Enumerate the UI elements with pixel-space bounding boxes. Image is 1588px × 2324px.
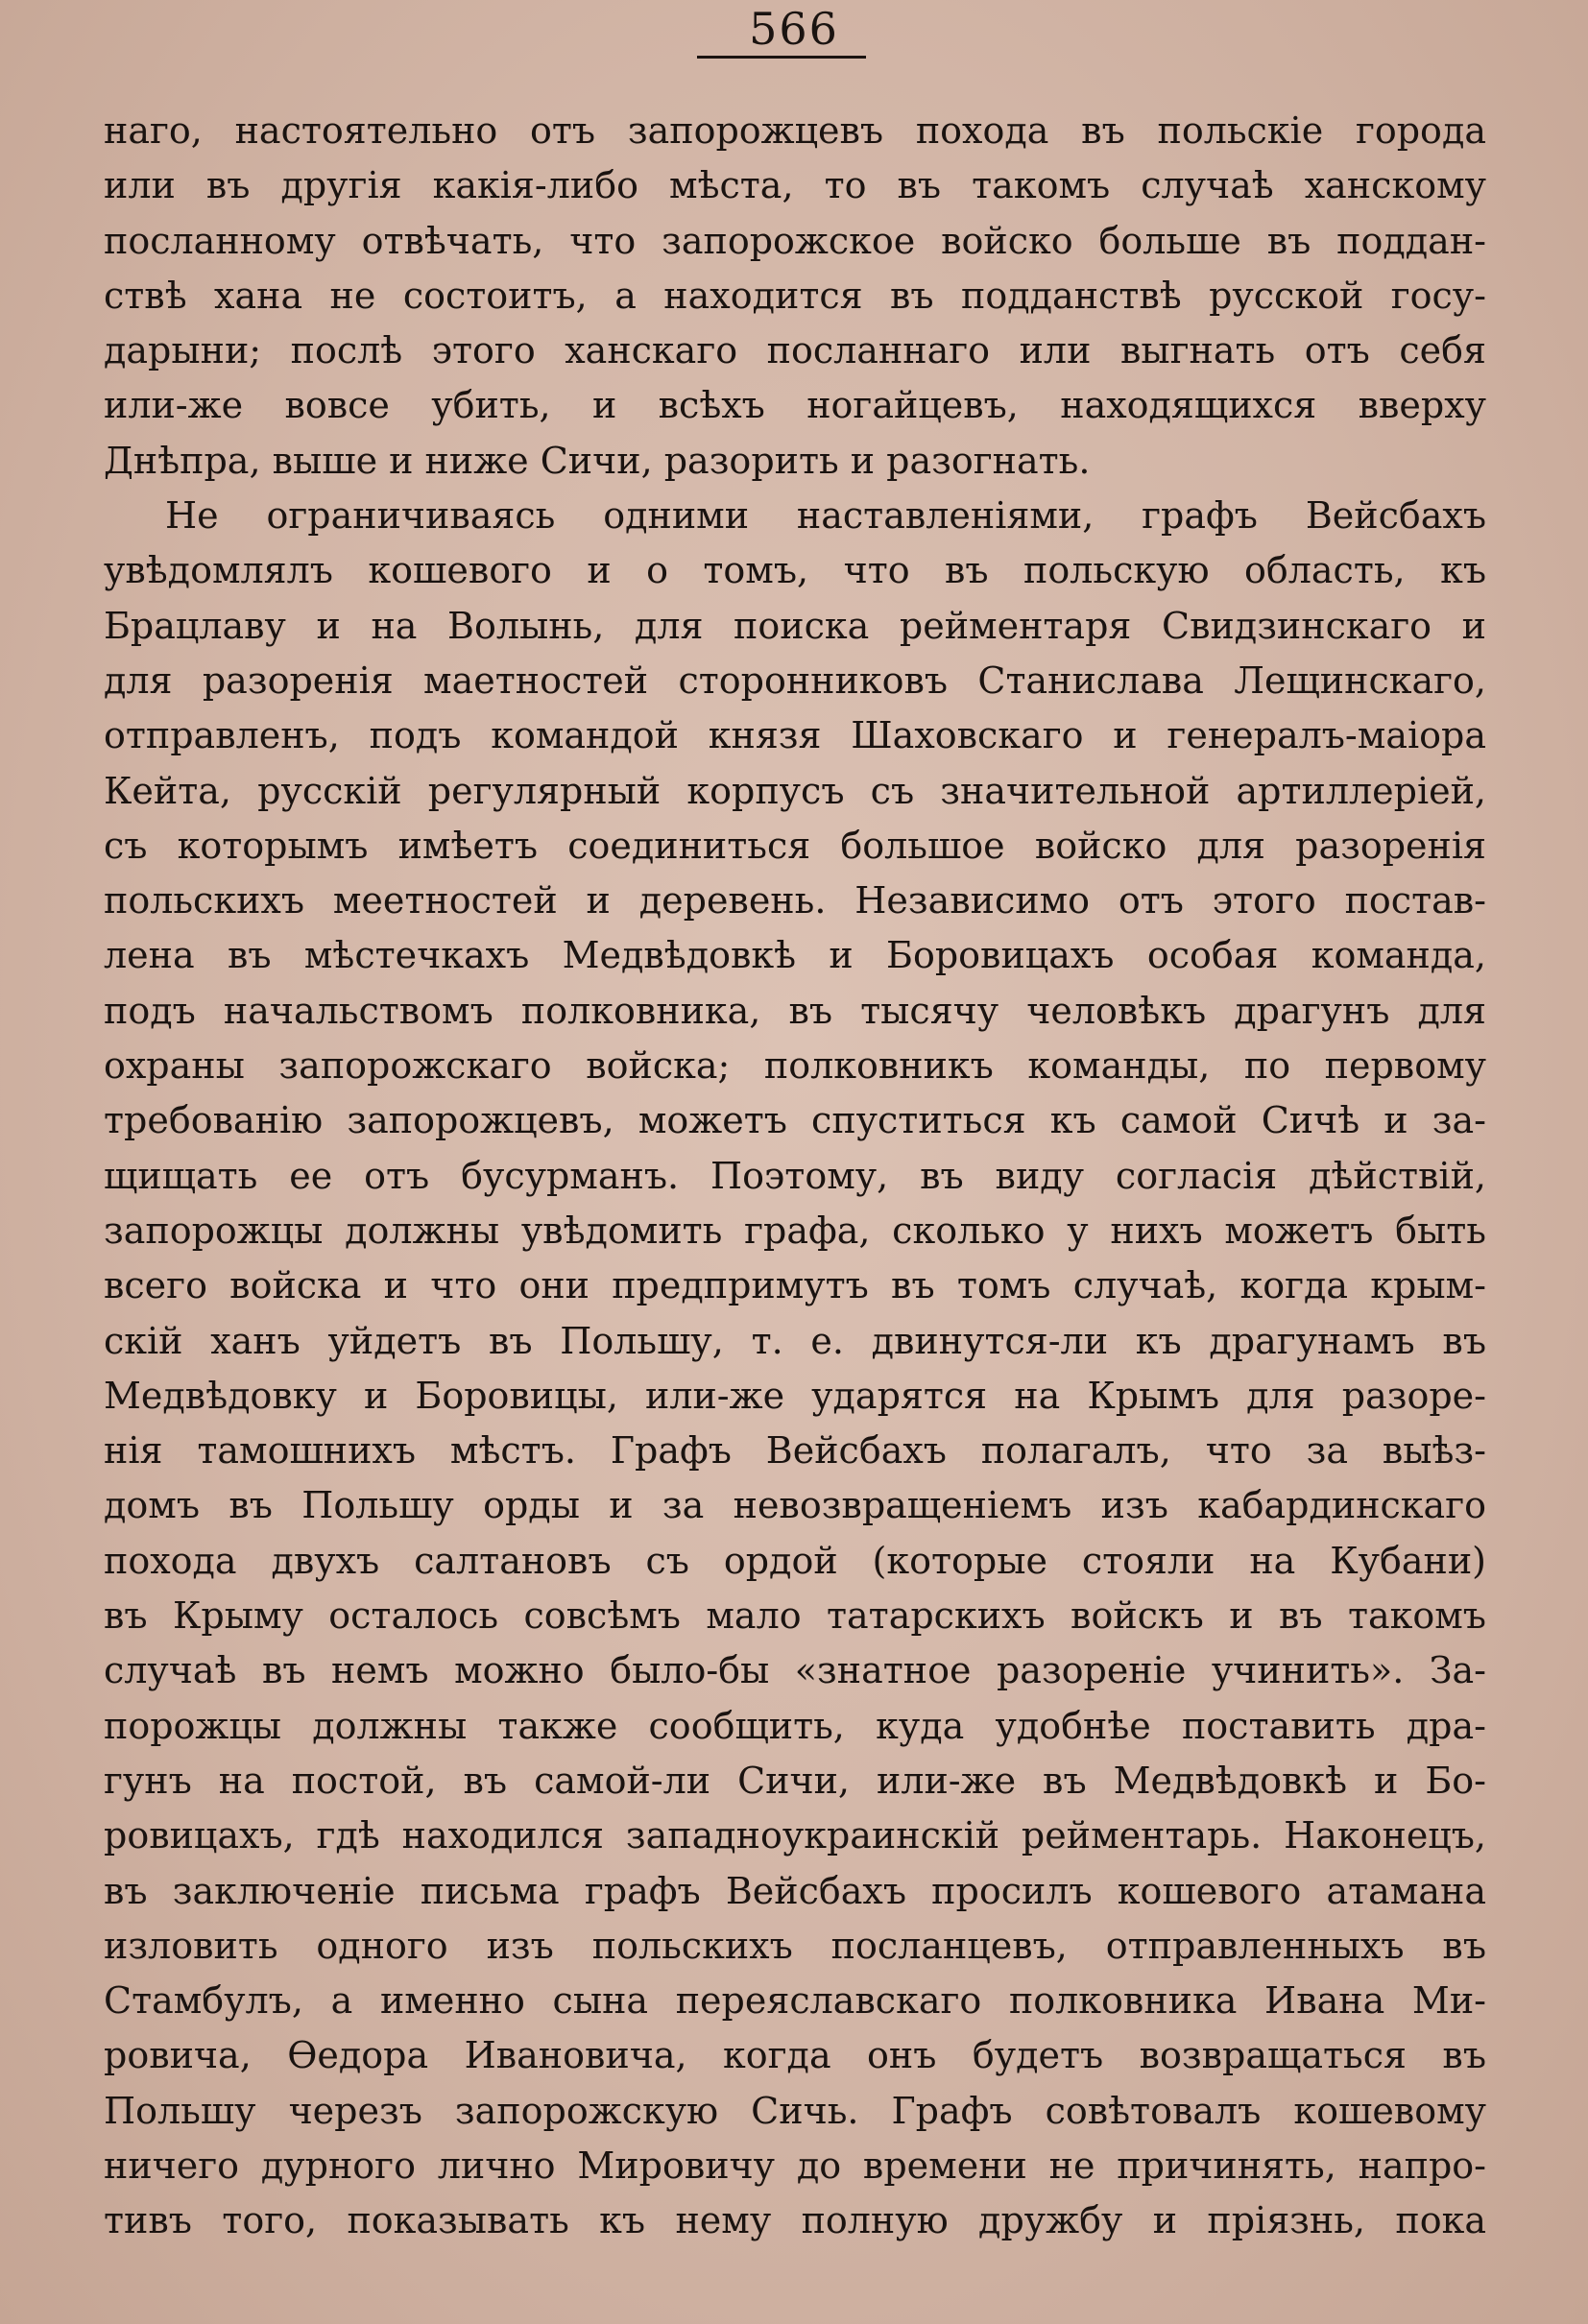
text-line: или-же вовсе убить, и всѣхъ ногайцевъ, находящихся вверху (104, 384, 1486, 427)
text-line: изловить одного изъ польскихъ посланцевъ, отправленныхъ въ (104, 1924, 1486, 1967)
text-line: порожцы должны также сообщить, куда удобнѣе поставить дра- (104, 1704, 1486, 1747)
text-line: Польшу черезъ запорожскую Сичь. Графъ совѣтовалъ кошевому (104, 2089, 1486, 2132)
text-line: Днѣпра, выше и ниже Сичи, разорить и разогнать. (104, 439, 1091, 482)
paragraph (104, 104, 1486, 489)
text-line: требованію запорожцевъ, можетъ спуститься къ самой Сичѣ и за- (104, 1099, 1486, 1142)
text-line: случаѣ въ немъ можно было-бы «знатное разореніе учинить». За- (104, 1649, 1486, 1692)
header-rule (697, 56, 866, 59)
text-line: гунъ на постой, въ самой-ли Сичи, или-же въ Медвѣдовкѣ и Бо- (104, 1759, 1486, 1802)
text-line: наго, настоятельно отъ запорожцевъ похода въ польскіе города (104, 109, 1486, 152)
text-line: Брацлаву и на Волынь, для поиска рейментаря Свидзинскаго и (104, 604, 1486, 647)
text-line: скій ханъ уйдетъ въ Польшу, т. е. двинутся-ли къ драгунамъ въ (104, 1319, 1486, 1362)
paragraph (104, 489, 1486, 2249)
text-line: домъ въ Польшу орды и за невозвращеніемъ изъ кабардинскаго (104, 1484, 1486, 1527)
text-line: подъ начальствомъ полковника, въ тысячу человѣкъ драгунъ для (104, 989, 1486, 1032)
text-line: нія тамошнихъ мѣстъ. Графъ Вейсбахъ полагалъ, что за выѣз- (104, 1429, 1486, 1473)
text-line: въ Крыму осталось совсѣмъ мало татарскихъ войскъ и въ такомъ (104, 1594, 1486, 1638)
text-line: Кейта, русскій регулярный корпусъ съ значительной артиллеріей, (104, 769, 1486, 812)
text-line: ровича, Ѳедора Ивановича, когда онъ будетъ возвращаться въ (104, 2034, 1486, 2077)
text-line: всего войска и что они предпримутъ въ томъ случаѣ, когда крым- (104, 1264, 1486, 1307)
text-line: лена въ мѣстечкахъ Медвѣдовкѣ и Боровицахъ особая команда, (104, 934, 1486, 977)
text-line: отправленъ, подъ командой князя Шаховскаго и генералъ-маіора (104, 714, 1486, 757)
text-line: запорожцы должны увѣдомить графа, сколько у нихъ можетъ быть (104, 1209, 1486, 1252)
text-line: ствѣ хана не состоитъ, а находится въ подданствѣ русской госу- (104, 274, 1486, 317)
text-line: тивъ того, показывать къ нему полную дружбу и пріязнь, пока (104, 2199, 1486, 2242)
text-line: похода двухъ салтановъ съ ордой (которые стояли на Кубани) (104, 1539, 1486, 1582)
text-line: посланному отвѣчать, что запорожское войско больше въ поддан- (104, 219, 1486, 262)
text-line: съ которымъ имѣетъ соединиться большое войско для разоренія (104, 824, 1486, 867)
text-line: для разоренія маетностей сторонниковъ Станислава Лещинскаго, (104, 659, 1486, 702)
text-line: охраны запорожскаго войска; полковникъ команды, по первому (104, 1044, 1486, 1088)
page-number: 566 (749, 3, 839, 55)
text-line: ничего дурного лично Мировичу до времени не причинять, напро- (104, 2144, 1486, 2187)
text-line: Не ограничиваясь одними наставленіями, графъ Вейсбахъ (165, 494, 1486, 538)
text-line: Медвѣдовку и Боровицы, или-же ударятся на Крымъ для разоре- (104, 1374, 1486, 1417)
text-line: дарыни; послѣ этого ханскаго посланнаго или выгнать отъ себя (104, 329, 1486, 372)
text-line: или въ другія какія-либо мѣста, то въ такомъ случаѣ ханскому (104, 164, 1486, 207)
body-text (104, 104, 1486, 2249)
text-line: польскихъ меетностей и деревень. Независимо отъ этого постав- (104, 879, 1486, 922)
text-line: въ заключеніе письма графъ Вейсбахъ просилъ кошевого атамана (104, 1869, 1486, 1912)
text-line: ровицахъ, гдѣ находился западноукраинскій рейментарь. Наконецъ, (104, 1814, 1486, 1857)
text-line: Стамбулъ, а именно сына переяславскаго полковника Ивана Ми- (104, 1979, 1486, 2023)
text-line: щищать ее отъ бусурманъ. Поэтому, въ виду согласія дѣйствій, (104, 1154, 1486, 1197)
text-line: увѣдомлялъ кошевого и о томъ, что въ польскую область, къ (104, 549, 1486, 592)
